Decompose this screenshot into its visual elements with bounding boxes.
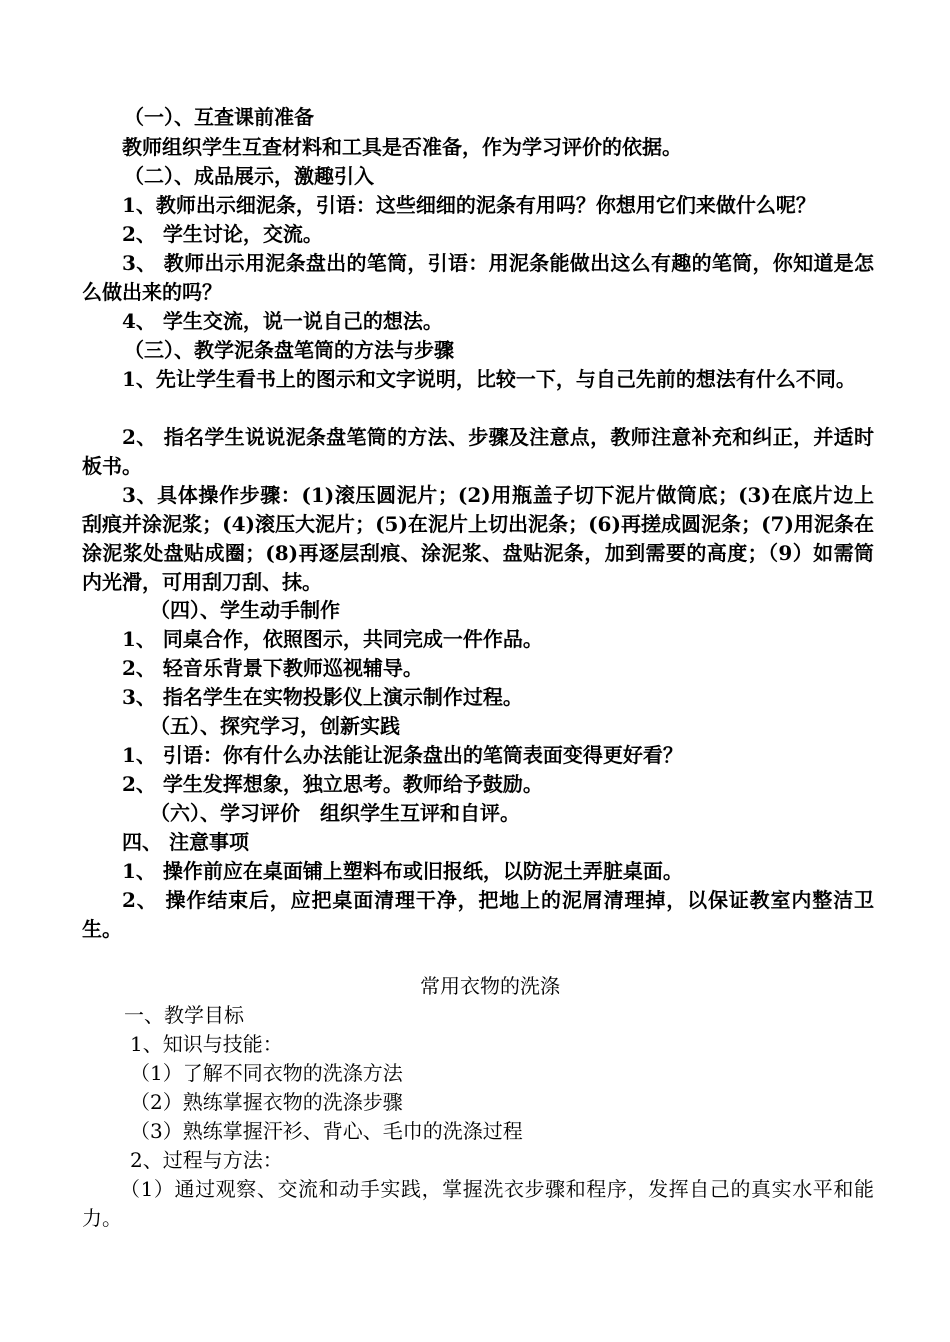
section-heading-3: （三）、教学泥条盘笔筒的方法与步骤 bbox=[124, 338, 454, 362]
section-heading-5: （五）、探究学习，创新实践 bbox=[150, 714, 400, 738]
list-item: 1、先让学生看书上的图示和文字说明，比较一下，与自己先前的想法有什么不同。 bbox=[122, 367, 856, 391]
section-heading-1: （一）、互查课前准备 bbox=[124, 105, 314, 129]
list-item: （1）通过观察、交流和动手实践，掌握洗衣步骤和程序，发挥自己的真实水平和能力。 bbox=[82, 1177, 874, 1230]
section-heading-goals: 一、教学目标 bbox=[124, 1003, 244, 1027]
section-heading-notes: 四、 注意事项 bbox=[122, 830, 249, 854]
list-item: 2、 指名学生说说泥条盘笔筒的方法、步骤及注意点，教师注意补充和纠正，并适时板书。 bbox=[82, 425, 874, 478]
list-item: 2、 操作结束后，应把桌面清理干净，把地上的泥屑清理掉，以保证教室内整洁卫生。 bbox=[82, 888, 874, 941]
paragraph-text: 教师组织学生互查材料和工具是否准备，作为学习评价的依据。 bbox=[122, 135, 682, 159]
list-item: （3）熟练掌握汗衫、背心、毛巾的洗涤过程 bbox=[130, 1119, 523, 1143]
list-item: 1、 操作前应在桌面铺上塑料布或旧报纸，以防泥土弄脏桌面。 bbox=[122, 859, 683, 883]
section-heading-6: （六）、学习评价 组织学生互评和自评。 bbox=[150, 801, 520, 825]
list-item: （2）熟练掌握衣物的洗涤步骤 bbox=[130, 1090, 403, 1114]
list-item: 3、具体操作步骤：(1)滚压圆泥片；(2)用瓶盖子切下泥片做筒底；(3)在底片边上刮痕并涂泥浆；(4)滚压大泥片；(5)在泥片上切出泥条；(6)再搓成圆泥条；(7)用泥条在涂泥浆处盘贴成圈；(8)再逐层刮痕、涂泥浆、盘贴泥条，加到需要的高度；（9）如需筒内光滑，可用刮刀刮、抹。 bbox=[82, 483, 874, 594]
list-item: 2、 轻音乐背景下教师巡视辅导。 bbox=[122, 656, 423, 680]
subheading: 1、知识与技能： bbox=[130, 1032, 283, 1056]
list-item: 1、教师出示细泥条，引语：这些细细的泥条有用吗？你想用它们来做什么呢？ bbox=[122, 193, 816, 217]
list-item: 2、 学生发挥想象，独立思考。教师给予鼓励。 bbox=[122, 772, 543, 796]
list-item: 3、 教师出示用泥条盘出的笔筒，引语：用泥条能做出这么有趣的笔筒，你知道是怎么做出来的吗？ bbox=[82, 251, 874, 304]
lesson-title: 常用衣物的洗涤 bbox=[420, 974, 560, 998]
list-item: 3、 指名学生在实物投影仪上演示制作过程。 bbox=[122, 685, 523, 709]
section-heading-4: （四）、学生动手制作 bbox=[150, 598, 340, 622]
list-item: 4、 学生交流，说一说自己的想法。 bbox=[122, 309, 443, 333]
subheading: 2、过程与方法： bbox=[130, 1148, 283, 1172]
list-item: 1、 引语：你有什么办法能让泥条盘出的笔筒表面变得更好看？ bbox=[122, 743, 683, 767]
section-heading-2: （二）、成品展示，激趣引入 bbox=[124, 164, 374, 188]
list-item: 2、 学生讨论，交流。 bbox=[122, 222, 323, 246]
list-item: 1、 同桌合作，依照图示，共同完成一件作品。 bbox=[122, 627, 543, 651]
list-item: （1）了解不同衣物的洗涤方法 bbox=[130, 1061, 403, 1085]
